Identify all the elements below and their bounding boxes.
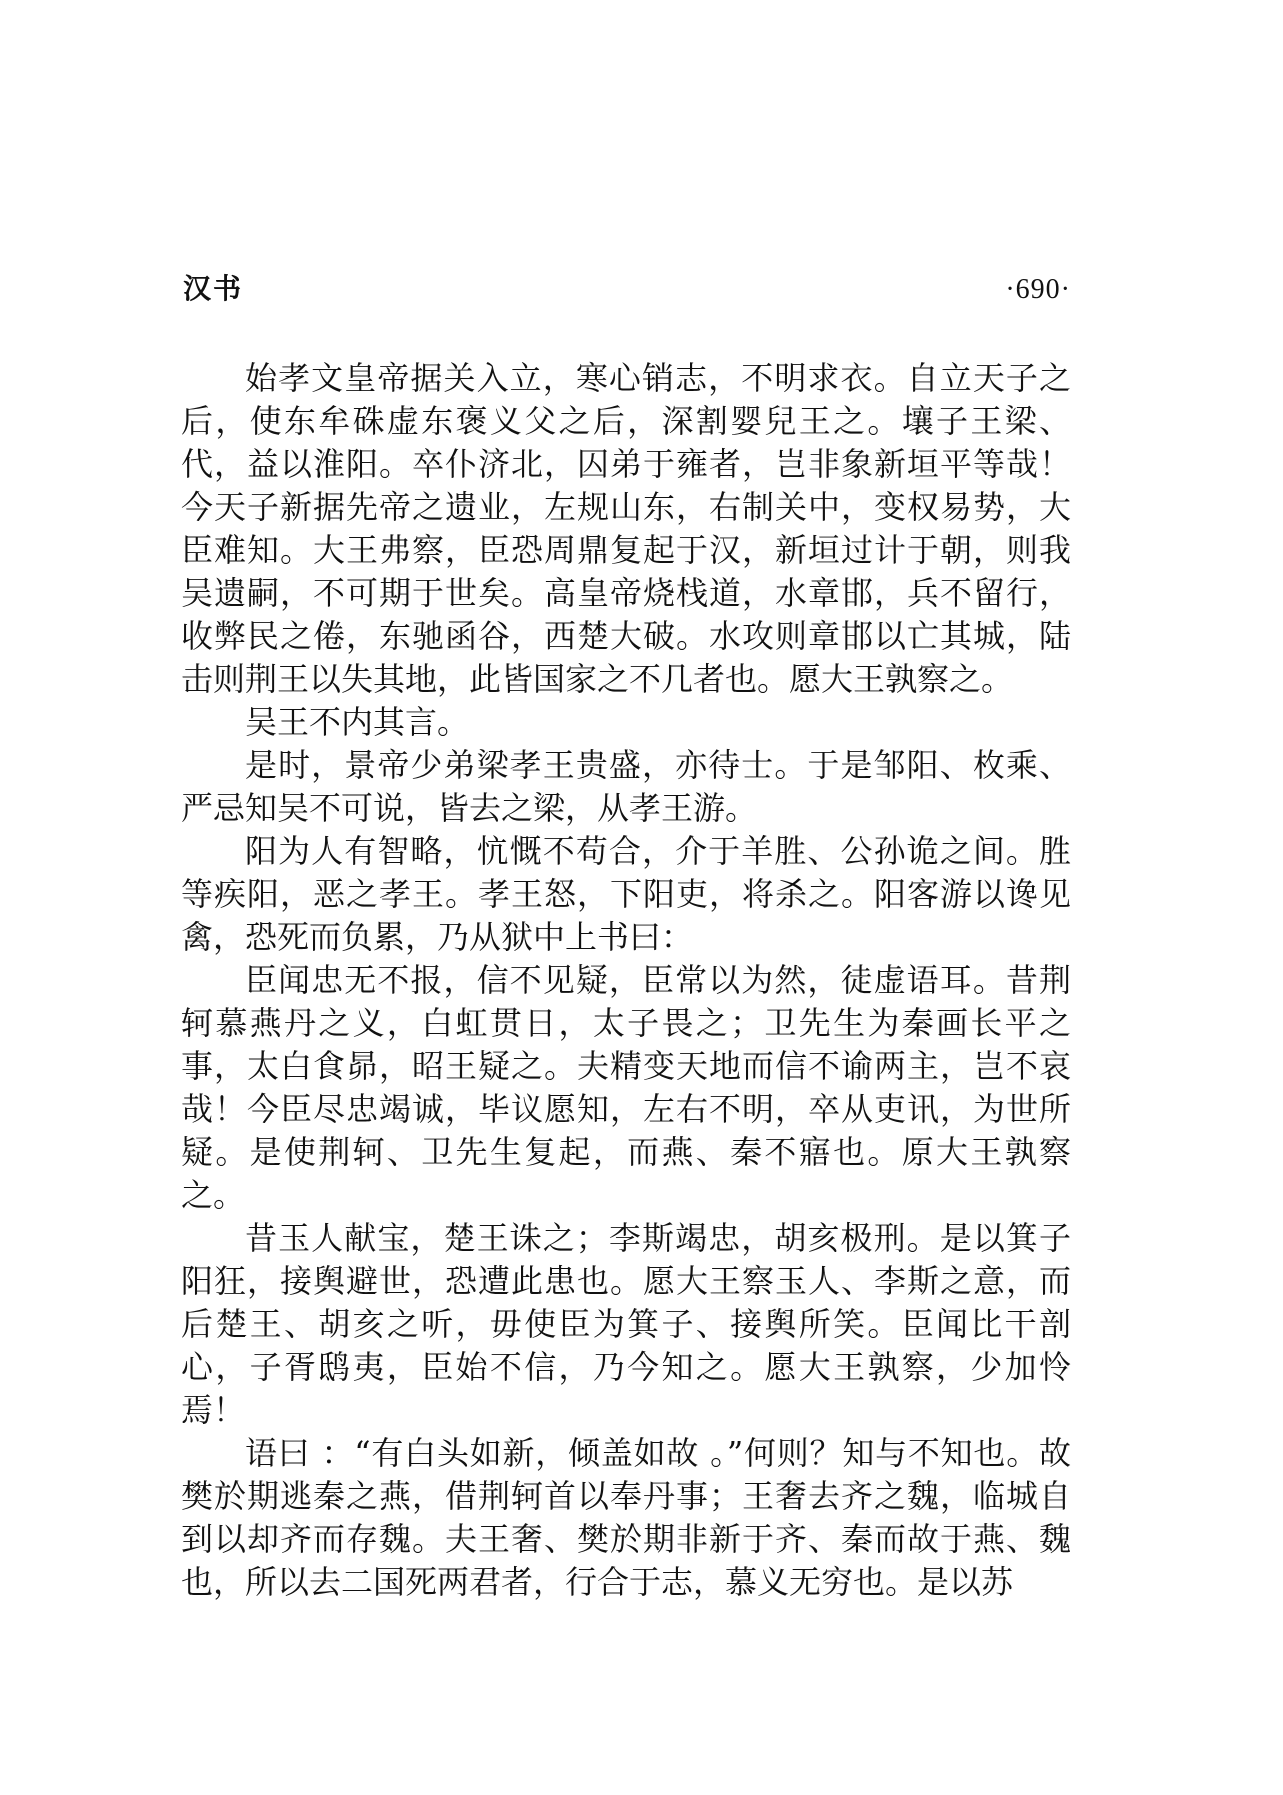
body-text — [181, 357, 1071, 1604]
paragraph: 臣闻忠无不报，信不见疑，臣常以为然，徒虚语耳。昔荆轲慕燕丹之义，白虹贯日，太子畏之；卫先生为秦画长平之事，太白食昴，昭王疑之。夫精变天地而信不谕两主，岂不哀哉！今臣尽忠竭诚，毕议愿知，左右不明，卒从吏讯，为世所疑。是使荆轲、卫先生复起，而燕、秦不寤也。原大王孰察之。 — [181, 961, 1071, 1214]
paragraph: 始孝文皇帝据关入立，寒心销志，不明求衣。自立天子之后，使东牟硃虚东褒义父之后，深割婴兒王之。壤子王梁、代，益以淮阳。卒仆济北，囚弟于雍者，岂非象新垣平等哉！今天子新据先帝之遗业，左规山东，右制关中，变权易势，大臣难知。大王弗察，臣恐周鼎复起于汉，新垣过计于朝，则我吴遗嗣，不可期于世矣。高皇帝烧栈道，水章邯，兵不留行，收弊民之倦，东驰函谷，西楚大破。水攻则章邯以亡其城，陆击则荆王以失其地，此皆国家之不几者也。愿大王孰察之。 — [181, 359, 1071, 698]
page-number: ·690· — [1005, 274, 1071, 305]
running-head-title: 汉书 — [183, 272, 244, 305]
paragraph: 语曰 ：“有白头如新，倾盖如故 。”何则？知与不知也。故樊於期逃秦之燕，借荆轲首以奉丹事；王奢去齐之魏，临城自到以却齐而存魏。夫王奢、樊於期非新于齐、秦而故于燕、魏也，所以去二国死两君者，行合于志，慕义无穷也。是以苏 — [181, 1434, 1071, 1601]
paragraph: 吴王不内其言。 — [245, 703, 470, 741]
paragraph: 阳为人有智略，忼慨不苟合，介于羊胜、公孙诡之间。胜等疾阳，恶之孝王。孝王怒，下阳吏，将杀之。阳客游以谗见禽，恐死而负累，乃从狱中上书曰： — [181, 832, 1071, 956]
paragraph: 是时，景帝少弟梁孝王贵盛，亦待士。于是邹阳、枚乘、严忌知吴不可说，皆去之梁，从孝王游。 — [181, 746, 1071, 827]
paragraph: 昔玉人献宝，楚王诛之；李斯竭忠，胡亥极刑。是以箕子阳狂，接舆避世，恐遭此患也。愿大王察玉人、李斯之意，而后楚王、胡亥之听，毋使臣为箕子、接舆所笑。臣闻比干剖心，子胥鸱夷，臣始不信，乃今知之。愿大王孰察，少加怜焉！ — [181, 1219, 1071, 1429]
